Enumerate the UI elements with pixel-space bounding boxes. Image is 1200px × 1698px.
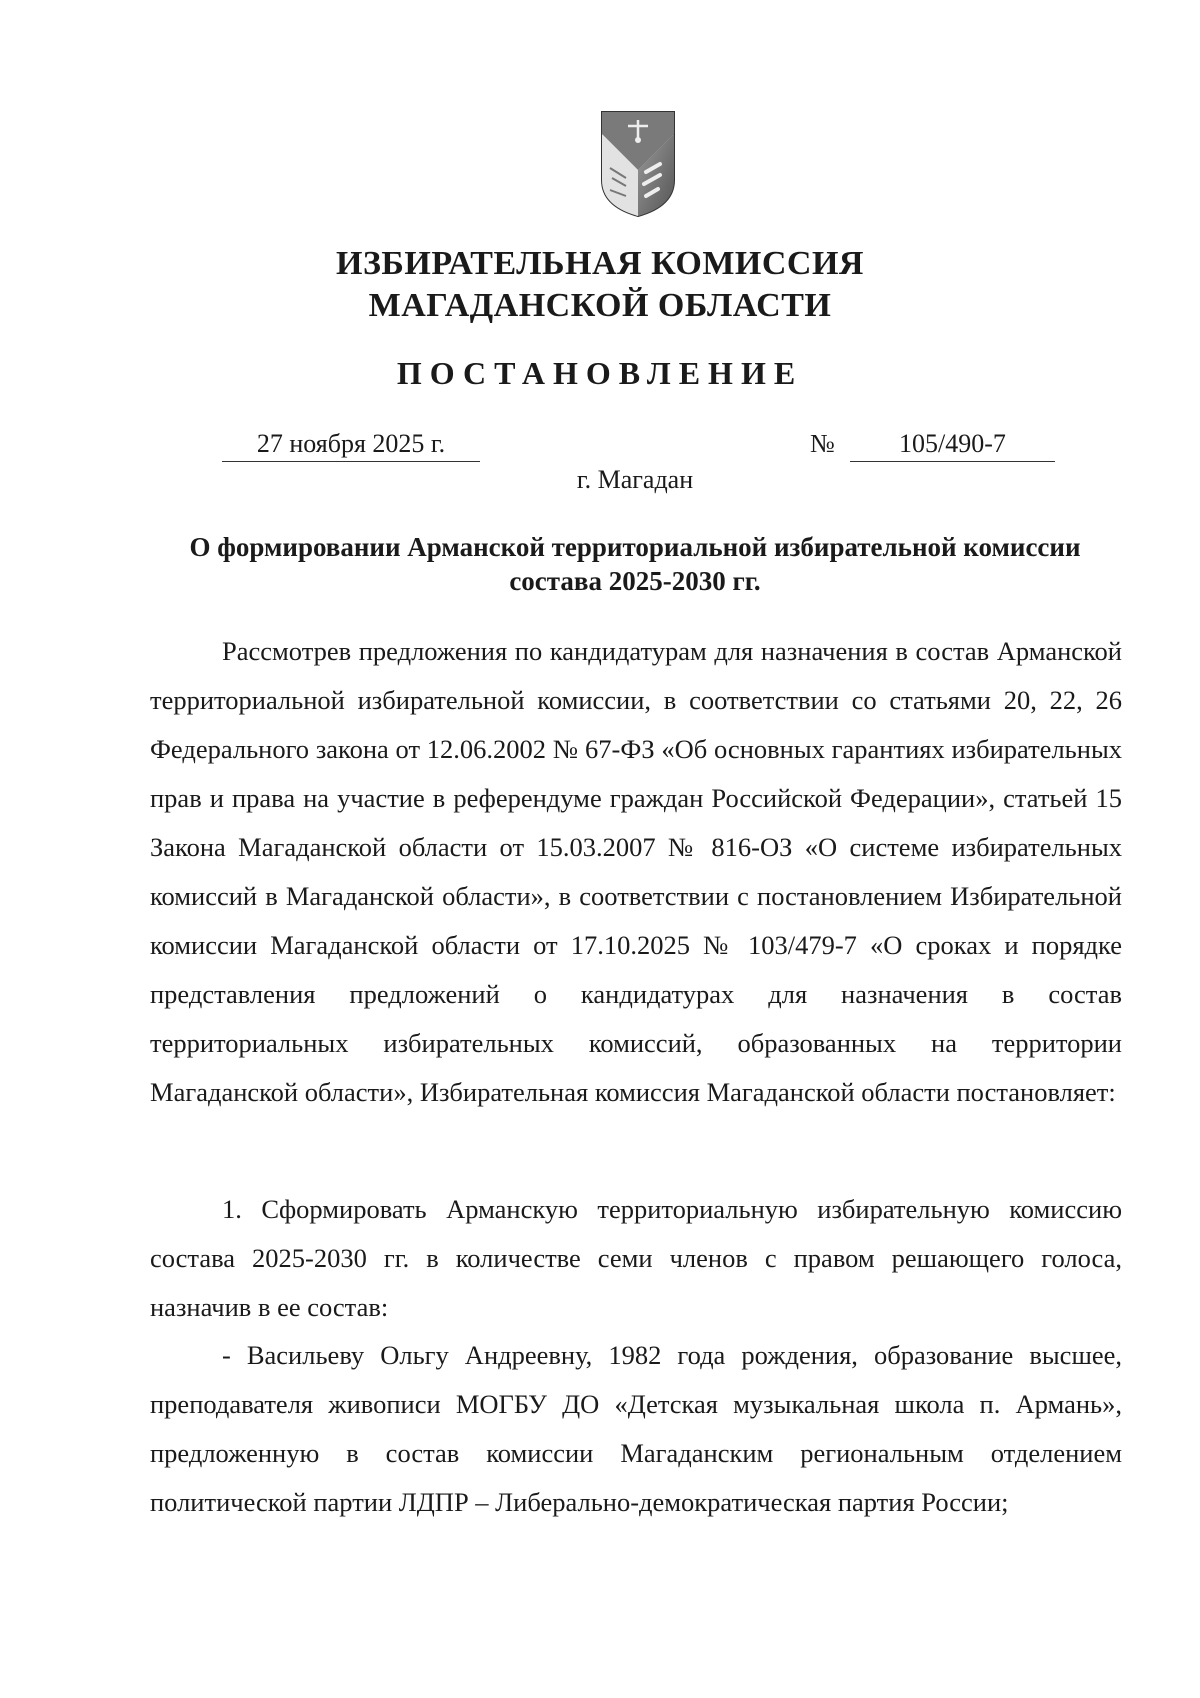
organization-name-line2: МАГАДАНСКОЙ ОБЛАСТИ: [368, 287, 832, 324]
clause-1-paragraph: 1. Сформировать Арманскую территориальную избирательную комиссию состава 2025-2030 гг. в количестве семи членов с правом решающего голоса, назначив в ее состав:: [150, 1194, 1122, 1322]
number-sign: №: [810, 429, 835, 458]
organization-name-line1: ИЗБИРАТЕЛЬНАЯ КОМИССИЯ: [336, 245, 864, 282]
document-date: 27 ноября 2025 г.: [256, 429, 446, 458]
subject-line2: состава 2025-2030 гг.: [509, 566, 761, 596]
subject-line1: О формировании Арманской территориальной избирательной комиссии: [189, 532, 1081, 562]
preamble-paragraph: Рассмотрев предложения по кандидатурам для назначения в состав Арманской территориальной избирательной комиссии, в соответствии со статьями 20, 22, 26 Федерального закона от 12.06.2002 № 67-ФЗ «Об основных гарантиях избирательных прав и права на участие в референдуме граждан Российской Федерации», статьей 15 Закона Магаданской области от 15.03.2007 № 816-ОЗ «О системе избирательных комиссий в Магаданской области», в соответствии с постановлением Избирательной комиссии Магаданской области от 17.10.2025 № 103/479-7 «О сроках и порядке представления предложений о кандидатурах для назначения в состав территориальных избирательных комиссий, образованных на территории Магаданской области», Избирательная комиссия Магаданской области постановляет:: [150, 636, 1122, 1107]
document-city: г. Магадан: [576, 465, 694, 494]
document-number: 105/490-7: [899, 429, 1006, 458]
document-type: ПОСТАНОВЛЕНИЕ: [396, 355, 804, 391]
coat-of-arms-icon: [600, 110, 676, 218]
member-list-item: - Васильеву Ольгу Андреевну, 1982 года рождения, образование высшее, преподавателя живописи МОГБУ ДО «Детская музыкальная школа п. Армань», предложенную в состав комиссии Магаданским региональным отделением политической партии ЛДПР – Либерально-демократическая партия России;: [150, 1340, 1122, 1517]
document-subject: [150, 530, 1120, 598]
